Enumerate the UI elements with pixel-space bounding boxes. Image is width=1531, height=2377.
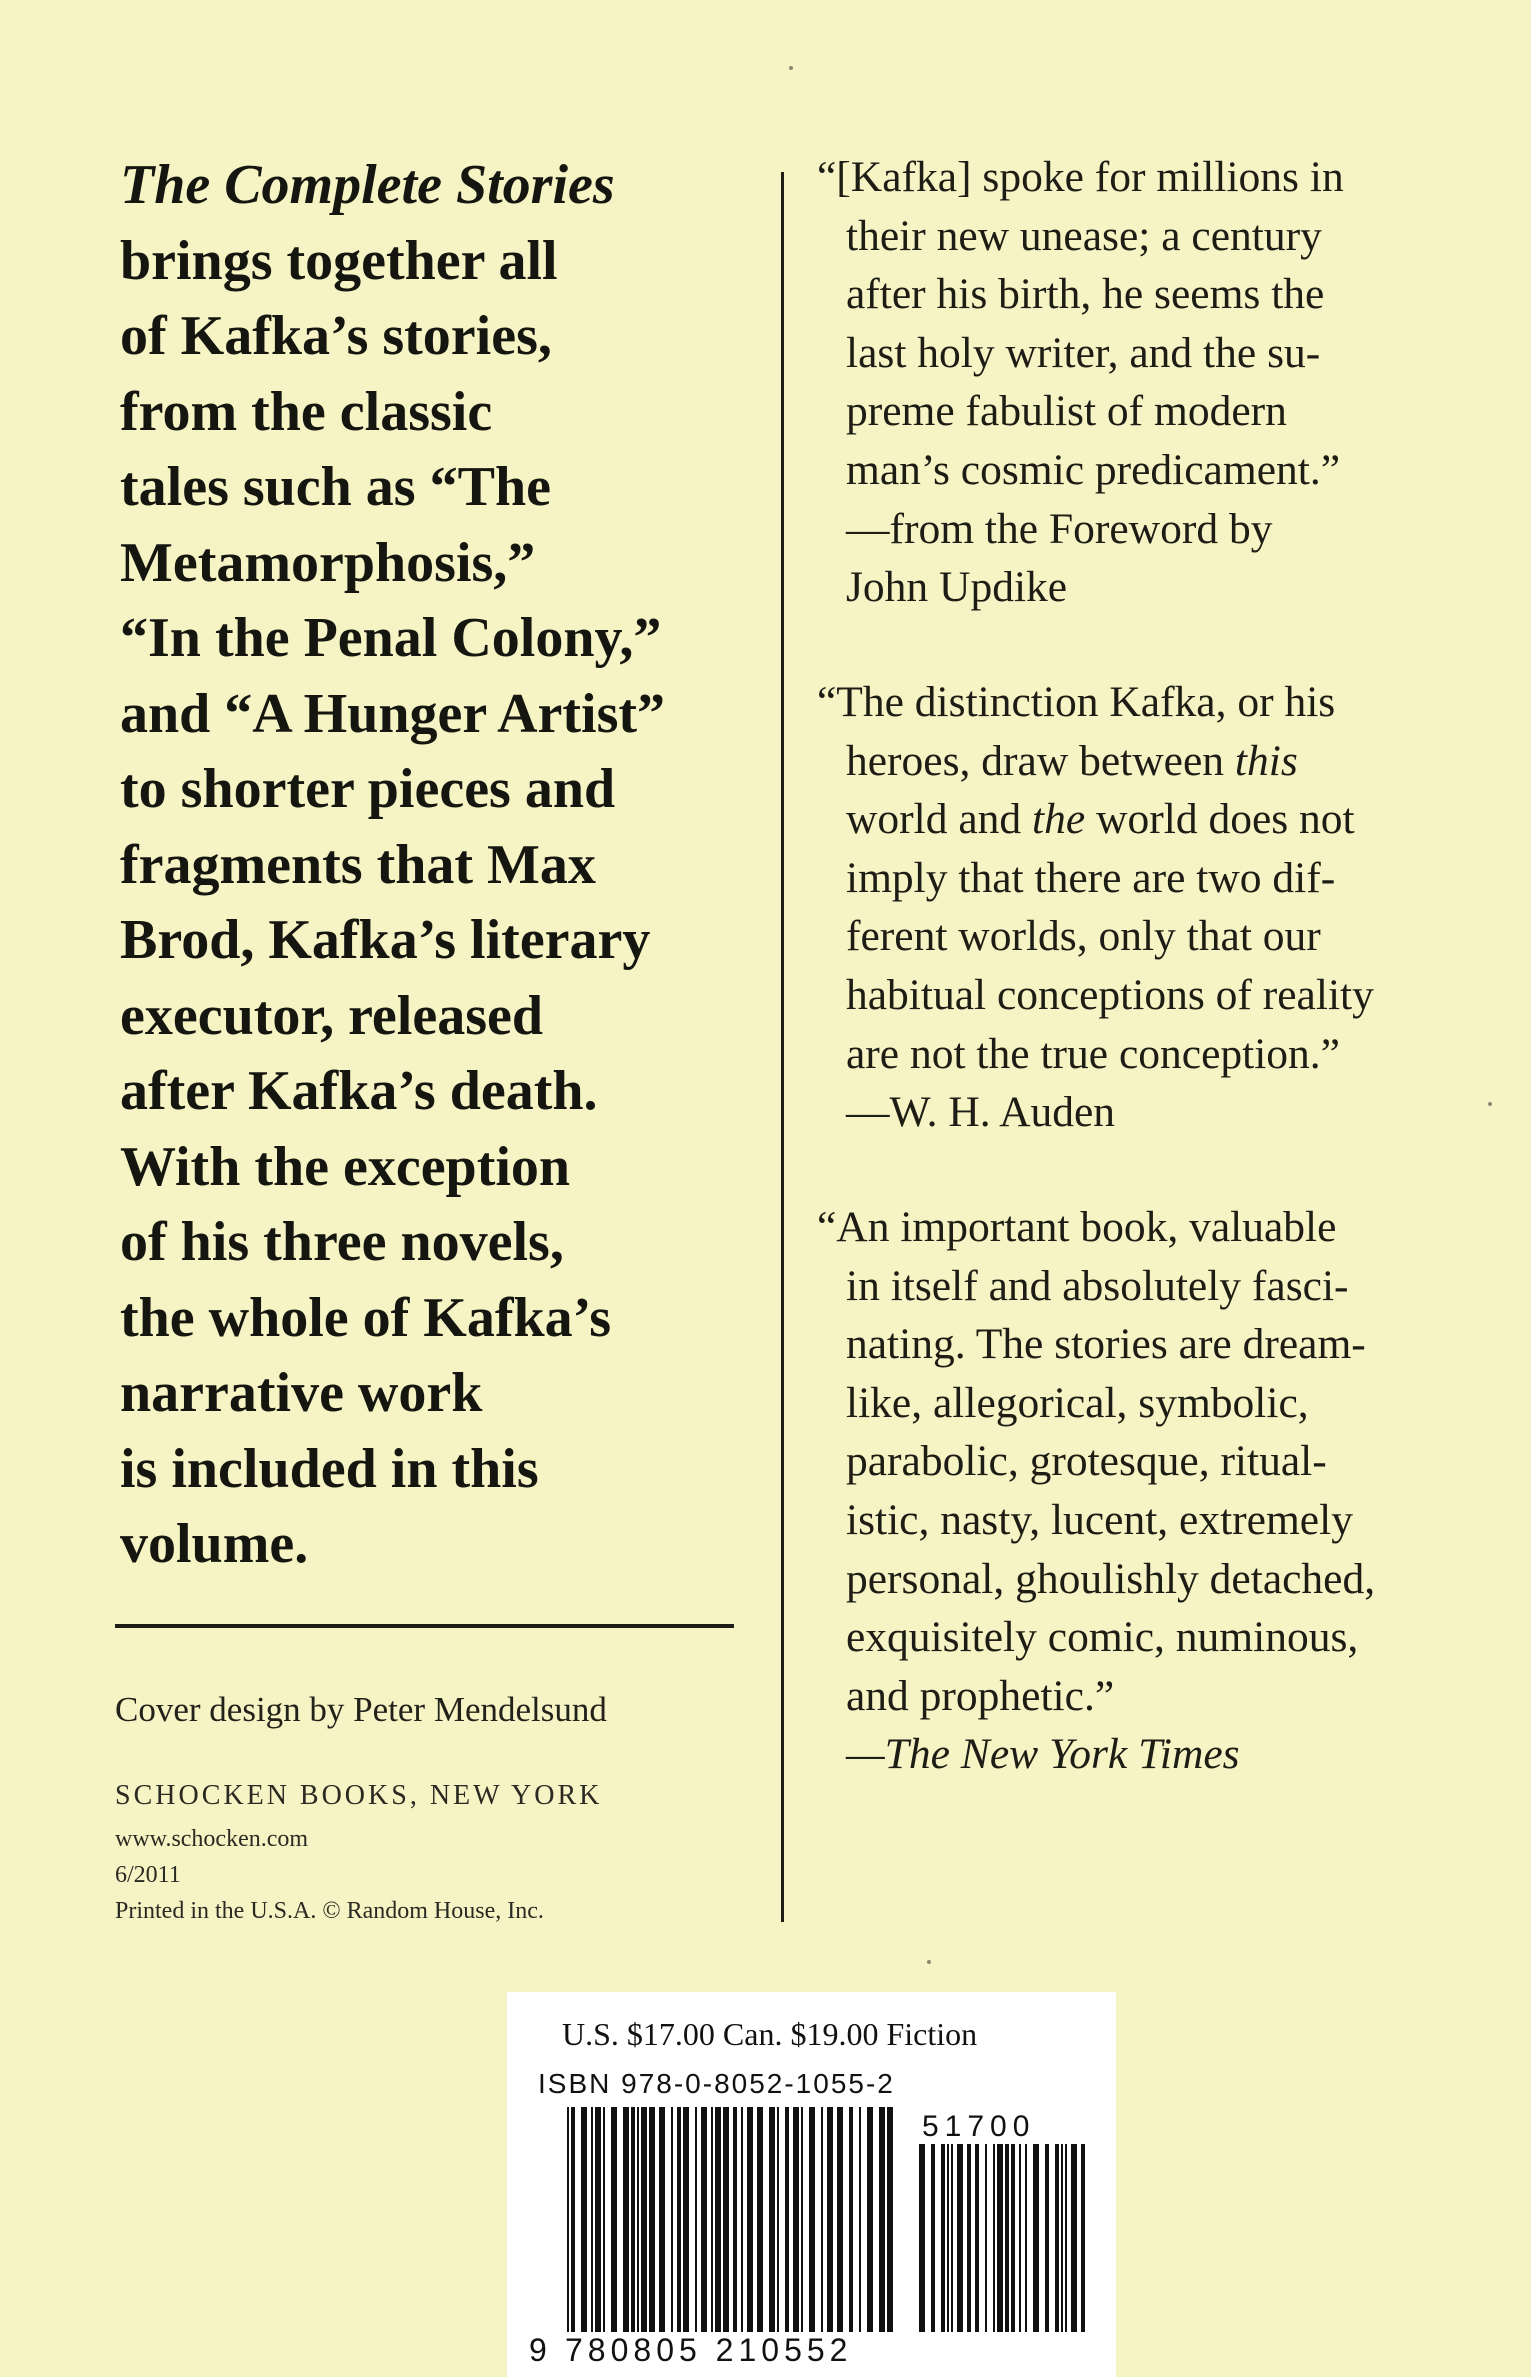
blurb-line: executor, released [120, 984, 543, 1047]
barcode-bar [1071, 2144, 1077, 2332]
barcode-bar [809, 2107, 815, 2332]
barcode-bar [1055, 2144, 1059, 2332]
quote-line: nating. The stories are dream- [846, 1320, 1366, 1369]
quote-line: ferent worlds, only that our [846, 912, 1321, 961]
quote-updike [817, 148, 1344, 617]
barcode-bar [785, 2107, 789, 2332]
isbn-number: ISBN 978-0-8052-1055-2 [538, 2068, 895, 2099]
barcode-bar [603, 2107, 605, 2332]
barcode-bar [591, 2107, 593, 2332]
barcode-bar [701, 2107, 707, 2332]
book-title: The Complete Stories [120, 154, 615, 216]
blurb-line: and “A Hunger Artist” [120, 682, 666, 745]
barcode-bar [849, 2107, 853, 2332]
printed-notice: Printed in the U.S.A. © Random House, Inc. [115, 1898, 544, 1924]
price-line: U.S. $17.00 Can. $19.00 Fiction [562, 2016, 978, 2052]
barcode-bar [837, 2107, 843, 2332]
quote-attribution: —from the Foreword by [846, 504, 1273, 553]
barcode-bar [821, 2107, 823, 2332]
barcode-bar [919, 2144, 925, 2332]
barcode-bar [671, 2107, 673, 2332]
column-divider [781, 172, 784, 1922]
quote-attribution [817, 1725, 1375, 1784]
blurb-line: of Kafka’s stories, [120, 305, 552, 367]
quote-line: personal, ghoulishly detached, [846, 1554, 1376, 1603]
barcode-bar [711, 2107, 713, 2332]
quote-text: world and [846, 795, 1033, 844]
blurb-line: fragments that Max [120, 833, 596, 896]
barcode-bar [659, 2107, 665, 2332]
quote-text: heroes, draw between [846, 736, 1235, 785]
barcode-bar [571, 2107, 575, 2332]
quote-line: habitual conceptions of reality [846, 970, 1374, 1019]
publisher-website: www.schocken.com [115, 1826, 309, 1852]
blurb-line: Brod, Kafka’s literary [120, 909, 651, 971]
barcode-bar [581, 2107, 587, 2332]
barcode-bar [1011, 2144, 1015, 2332]
blurb-block [120, 148, 750, 1583]
blurb-line: With the exception [120, 1135, 571, 1198]
blurb-line: narrative work [120, 1362, 483, 1424]
barcode-bar [695, 2107, 697, 2332]
barcode-bar [859, 2107, 861, 2332]
quote-line: imply that there are two dif- [846, 853, 1336, 902]
quote-line: exquisitely comic, numinous, [846, 1613, 1359, 1662]
barcode-bar [623, 2107, 629, 2332]
publisher-name: SCHOCKEN BOOKS, NEW YORK [115, 1780, 603, 1811]
barcode-bar [1033, 2144, 1039, 2332]
price-addon-digits: 51700 [922, 2110, 1036, 2143]
barcode-bar [1019, 2144, 1021, 2332]
barcode-bar [567, 2107, 569, 2332]
barcode-bar [715, 2107, 721, 2332]
quote-line: after his birth, he seems the [846, 270, 1325, 319]
barcode-bar [777, 2107, 779, 2332]
horizontal-rule [115, 1624, 734, 1628]
barcode-digits: 780805 210552 [565, 2332, 853, 2368]
barcode-bar [1005, 2144, 1009, 2332]
blurb-line: Metamorphosis,” [120, 531, 536, 594]
barcode-bar [997, 2144, 1003, 2332]
barcode-bar [887, 2107, 893, 2332]
print-date: 6/2011 [115, 1862, 181, 1888]
barcode-bar [941, 2144, 945, 2332]
barcode-bar [993, 2144, 995, 2332]
barcode-bar [801, 2107, 803, 2332]
blurb-line: the whole of Kafka’s [120, 1286, 612, 1349]
barcode-bar [611, 2107, 617, 2332]
quote-line: preme fabulist of modern [846, 387, 1287, 436]
quote-line: “The distinction Kafka, or his [817, 678, 1336, 726]
barcode-bar [975, 2144, 979, 2332]
quote-attribution: John Updike [846, 563, 1068, 612]
paper-speck [789, 66, 793, 70]
barcode-bar [677, 2107, 681, 2332]
blurb-line: of his three novels, [120, 1211, 564, 1273]
barcode-bar [867, 2107, 873, 2332]
quote-line: last holy writer, and the su- [846, 328, 1321, 377]
quote-line [817, 790, 1374, 849]
barcode-bar [827, 2107, 833, 2332]
quote-attribution: —W. H. Auden [846, 1088, 1116, 1137]
barcode-bar [947, 2144, 949, 2332]
quote-line: are not the true conception.” [846, 1029, 1340, 1078]
quote-line: “[Kafka] spoke for millions in [817, 153, 1344, 201]
quote-line: and prophetic.” [846, 1671, 1115, 1720]
blurb-line: brings together all [120, 229, 558, 292]
barcode-bar [595, 2107, 601, 2332]
publication-name: —The New York Times [846, 1730, 1240, 1779]
barcode-bar [683, 2107, 689, 2332]
barcode-bar [733, 2107, 737, 2332]
paper-speck [927, 1960, 931, 1964]
blurb-line: after Kafka’s death. [120, 1060, 598, 1122]
quote-line: istic, nasty, lucent, extremely [846, 1495, 1353, 1544]
blurb-line: volume. [120, 1513, 309, 1575]
barcode-bar [747, 2107, 753, 2332]
barcode-bar [757, 2107, 763, 2332]
quote-line: like, allegorical, symbolic, [846, 1378, 1309, 1427]
quote-auden [817, 673, 1374, 1142]
barcode-bar [793, 2107, 799, 2332]
barcode-bar [879, 2107, 885, 2332]
blurb-line: tales such as “The [120, 456, 551, 518]
barcode-bar [951, 2144, 953, 2332]
barcode-bar [1045, 2144, 1049, 2332]
quote-line: their new unease; a century [846, 211, 1322, 260]
blurb-line: from the classic [120, 380, 493, 443]
cover-design-credit: Cover design by Peter Mendelsund [115, 1690, 607, 1729]
ean-barcode [565, 2107, 900, 2332]
barcode-bar [631, 2107, 635, 2332]
quote-line [817, 732, 1374, 791]
quote-line: in itself and absolutely fasci- [846, 1261, 1349, 1310]
barcode-bar [1025, 2144, 1027, 2332]
quote-line: man’s cosmic predicament.” [846, 445, 1341, 494]
barcode-bar [723, 2107, 729, 2332]
barcode-lead-digit: 9 [529, 2332, 547, 2368]
barcode-bar [637, 2107, 639, 2332]
barcode-bar [985, 2144, 987, 2332]
quote-line: “An important book, valuable [817, 1203, 1337, 1251]
barcode-bar [769, 2107, 775, 2332]
barcode-label [507, 1992, 1116, 2377]
barcode-bar [649, 2107, 655, 2332]
barcode-bar [641, 2107, 647, 2332]
blurb-line: to shorter pieces and [120, 758, 616, 820]
quote-text: world does not [1085, 795, 1355, 844]
quote-emphasis: this [1234, 736, 1298, 785]
barcode-bar [1065, 2144, 1067, 2332]
paper-speck [1488, 1102, 1492, 1106]
barcode-bar [931, 2144, 935, 2332]
quote-nyt [817, 1198, 1375, 1784]
blurb-line: is included in this [120, 1437, 539, 1500]
barcode-bar [957, 2144, 963, 2332]
blurb-text [120, 148, 750, 1583]
blurb-line: “In the Penal Colony,” [120, 607, 662, 669]
barcode-bar [1061, 2144, 1063, 2332]
barcode-bar [741, 2107, 743, 2332]
addon-barcode [917, 2144, 1092, 2332]
quote-emphasis: the [1032, 795, 1086, 844]
quote-line: parabolic, grotesque, ritual- [846, 1437, 1327, 1486]
barcode-bar [967, 2144, 971, 2332]
barcode-bar [1081, 2144, 1085, 2332]
